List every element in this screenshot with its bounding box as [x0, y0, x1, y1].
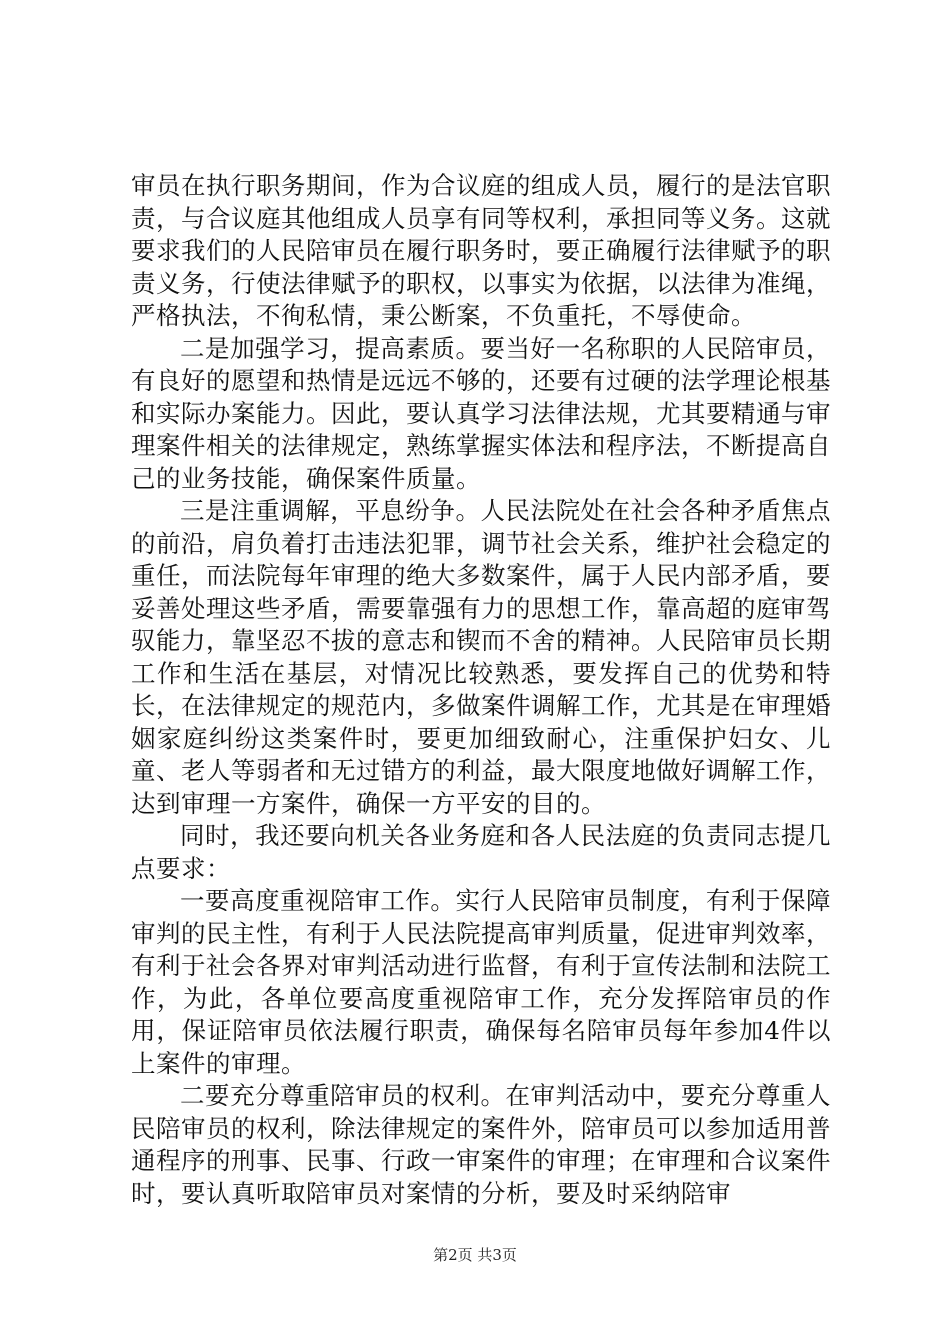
paragraph-3: 三是注重调解，平息纷争。人民法院处在社会各种矛盾焦点的前沿，肩负着打击违法犯罪，调节社会关系，维护社会稳定的重任，而法院每年审理的绝大多数案件，属于人民内部矛盾，要妥善处理这些矛盾，需要靠强有力的思想工作，靠高超的庭审驾驭能力，靠坚忍不拔的意志和锲而不舍的精神。人民陪审员长期工作和生活在基层，对情况比较熟悉，要发挥自己的优势和特长，在法律规定的规范内，多做案件调解工作，尤其是在审理婚姻家庭纠纷这类案件时，要更加细致耐心，注重保护妇女、儿童、老人等弱者和无过错方的利益，最大限度地做好调解工作，达到审理一方案件，确保一方平安的目的。 [131, 496, 831, 818]
paragraph-5: 一要高度重视陪审工作。实行人民陪审员制度，有利于保障审判的民主性，有利于人民法院提高审判质量，促进审判效率，有利于社会各界对审判活动进行监督，有利于宣传法制和法院工作，为此，各单位要高度重视陪审工作，充分发挥陪审员的作用，保证陪审员依法履行职责，确保每名陪审员每年参加4件以上案件的审理。 [131, 886, 831, 1078]
paragraph-2: 二是加强学习，提高素质。要当好一名称职的人民陪审员，有良好的愿望和热情是远远不够的，还要有过硬的法学理论根基和实际办案能力。因此，要认真学习法律法规，尤其要精通与审理案件相关的法律规定，熟练掌握实体法和程序法，不断提高自己的业务技能，确保案件质量。 [131, 333, 831, 493]
paragraph-6: 二要充分尊重陪审员的权利。在审判活动中，要充分尊重人民陪审员的权利，除法律规定的案件外，陪审员可以参加适用普通程序的刑事、民事、行政一审案件的审理；在审理和合议案件时，要认真听取陪审员对案情的分析，要及时采纳陪审 [131, 1081, 831, 1208]
page-footer [0, 1245, 950, 1265]
paragraph-1: 审员在执行职务期间，作为合议庭的组成人员，履行的是法官职责，与合议庭其他组成人员享有同等权利，承担同等义务。这就要求我们的人民陪审员在履行职务时，要正确履行法律赋予的职责义务，行使法律赋予的职权，以事实为依据，以法律为准绳，严格执法，不徇私情，秉公断案，不负重托，不辱使命。 [131, 171, 831, 330]
document-body [131, 170, 831, 1210]
paragraph-4: 同时，我还要向机关各业务庭和各人民法庭的负责同志提几点要求： [131, 821, 831, 883]
page-number-label: 第2页 共3页 [433, 1246, 517, 1264]
